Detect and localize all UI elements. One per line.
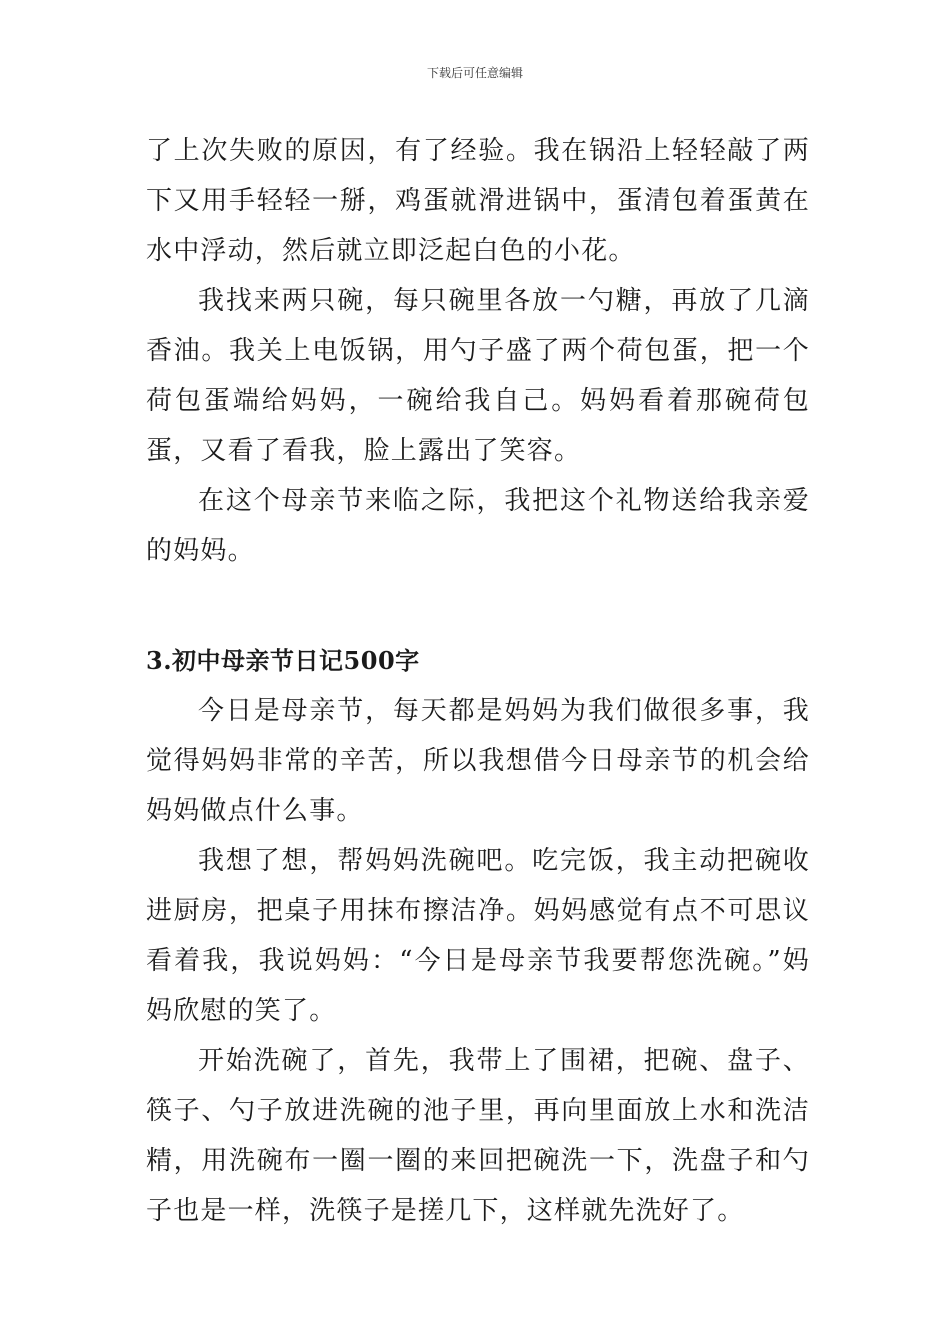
- document-body: [146, 126, 810, 1236]
- section-heading: 3.初中母亲节日记500字: [146, 646, 420, 675]
- paragraph-gift: 在这个母亲节来临之际，我把这个礼物送给我亲爱的妈妈。: [146, 486, 810, 566]
- paragraph-dishes-help: 我想了想，帮妈妈洗碗吧。吃完饭，我主动把碗收进厨房，把桌子用抹布擦洁净。妈妈感觉有点不可思议看着我，我说妈妈：“今日是母亲节我要帮您洗碗。”妈妈欣慰的笑了。: [146, 846, 810, 1026]
- paragraph-bowls: 我找来两只碗，每只碗里各放一勺糖，再放了几滴香油。我关上电饭锅，用勺子盛了两个荷包蛋，把一个荷包蛋端给妈妈，一碗给我自己。妈妈看着那碗荷包蛋，又看了看我，脸上露出了笑容。: [146, 286, 810, 466]
- paragraph-washing: 开始洗碗了，首先，我带上了围裙，把碗、盘子、筷子、勺子放进洗碗的池子里，再向里面放上水和洗洁精，用洗碗布一圈一圈的来回把碗洗一下，洗盘子和勺子也是一样，洗筷子是搓几下，这样就先洗好了。: [146, 1046, 810, 1226]
- paragraph-continuation: 了上次失败的原因，有了经验。我在锅沿上轻轻敲了两下又用手轻轻一掰，鸡蛋就滑进锅中，蛋清包着蛋黄在水中浮动，然后就立即泛起白色的小花。: [146, 136, 810, 266]
- paragraph-mothers-day: 今日是母亲节，每天都是妈妈为我们做很多事，我觉得妈妈非常的辛苦，所以我想借今日母亲节的机会给妈妈做点什么事。: [146, 696, 810, 826]
- page-header: 下载后可任意编辑: [426, 66, 523, 80]
